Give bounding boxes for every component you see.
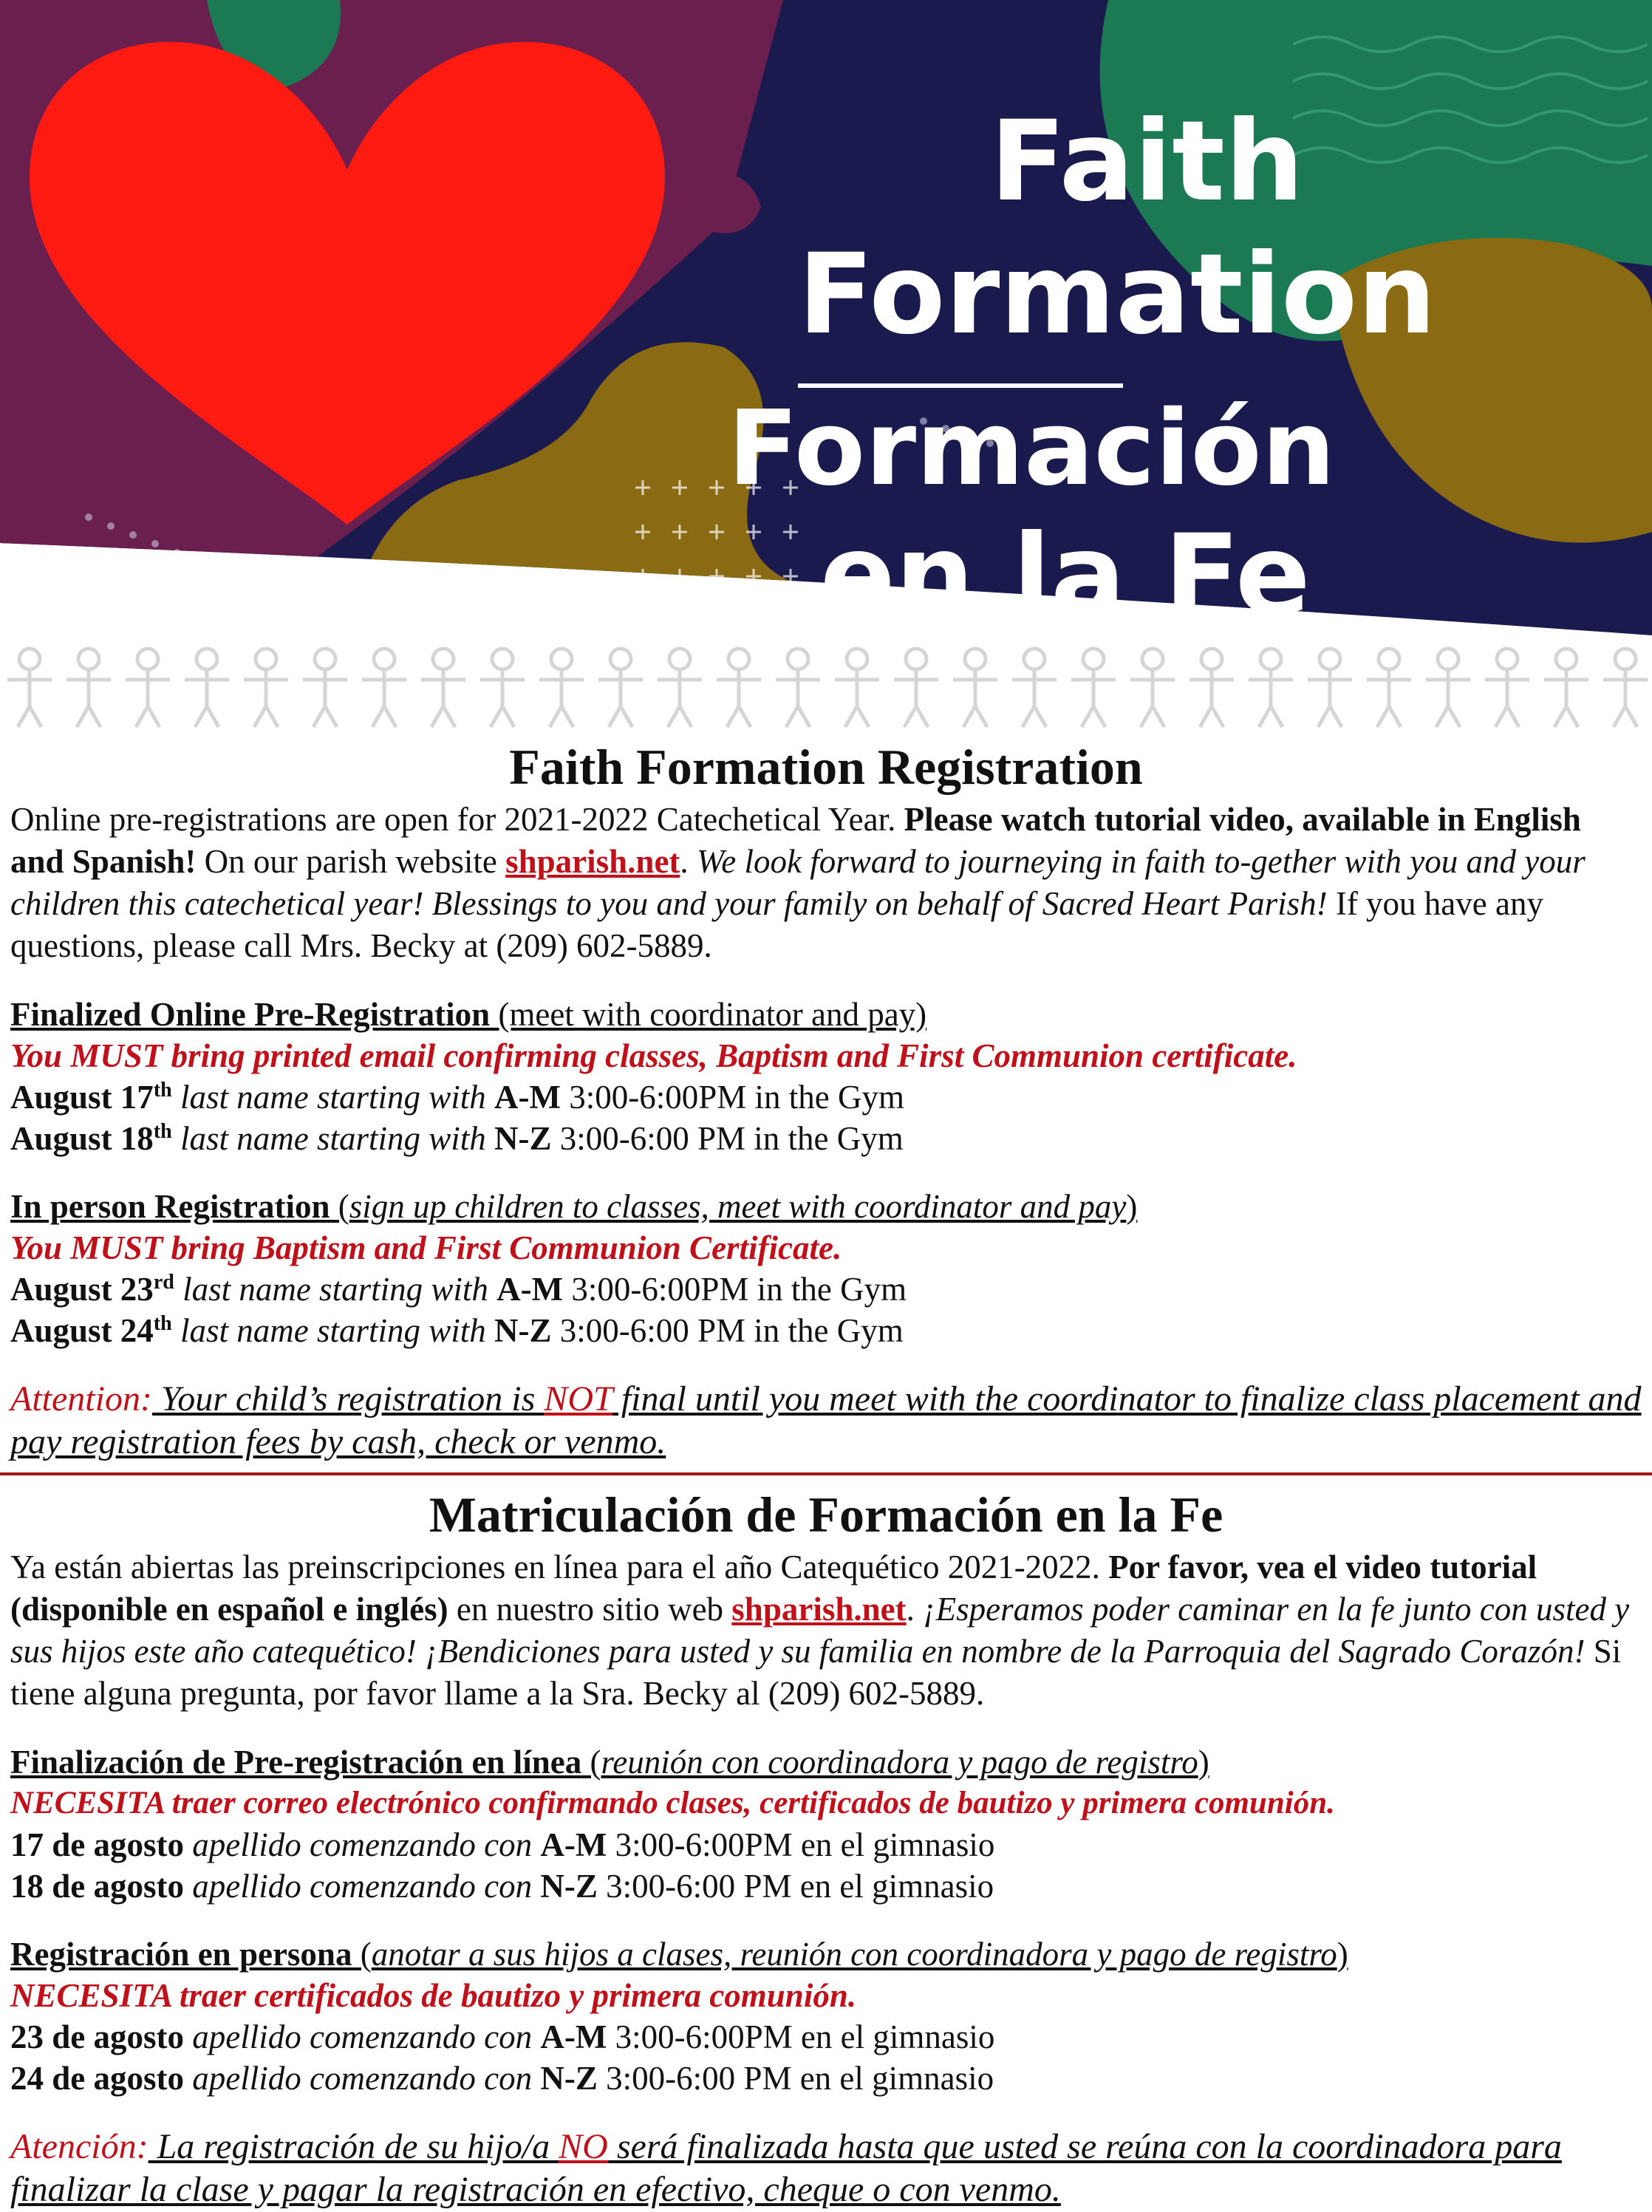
schedule-range: A-M (540, 2018, 607, 2055)
schedule-condition: apellido comenzando con (184, 2018, 541, 2055)
schedule-range: N-Z (494, 1312, 552, 1349)
schedule-time: 3:00-6:00PM in the Gym (563, 1271, 907, 1308)
attention-text: La registración de su hijo/a (148, 2127, 559, 2166)
section-note: reunión con coordinadora y pago de registro (601, 1744, 1198, 1781)
schedule-range: A-M (540, 1826, 607, 1863)
section-note: (meet with coordinator and pay) (490, 996, 927, 1033)
schedule-condition: last name starting with (171, 1120, 495, 1157)
schedule-row (10, 1310, 1642, 1351)
date-suffix: th (153, 1120, 172, 1143)
section-note: ( (581, 1744, 601, 1781)
schedule-row (10, 2016, 1642, 2058)
intro-text: If you have any questions, please call Mrs. Becky at (209) 602-5889. (10, 885, 1543, 964)
finalized-requirement: You MUST bring printed email confirming classes, Baptism and First Communion certificate. (10, 1037, 1297, 1074)
schedule-date: August 24 (10, 1312, 154, 1349)
schedule-time: 3:00-6:00PM en el gimnasio (607, 1826, 995, 1863)
section-note: ) (1126, 1188, 1138, 1225)
section-heading: Finalized Online Pre-Registration (10, 996, 491, 1033)
spanish-attention (10, 2126, 1642, 2211)
schedule-time: 3:00-6:00 PM en el gimnasio (597, 1868, 994, 1905)
intro-italic-text: ¡Esperamos poder caminar en la fe junto con usted y sus hijos este año catequético! ¡Bendiciones para usted y su familia en nombre de la Parroquia del Sagrado Corazón! (10, 1591, 1630, 1670)
schedule-condition: apellido comenzando con (184, 2060, 541, 2097)
attention-text: será finalizada hasta que usted se reúna con la coordinadora para finalizar la clase y pagar la registración en efectivo, cheque o con venmo. (10, 2127, 1562, 2209)
banner-graphic (0, 0, 1652, 728)
intro-text: Si tiene alguna pregunta, por favor llame a la Sra. Becky al (209) 602-5889. (10, 1633, 1622, 1712)
intro-text: Online pre-registrations are open for 2021-2022 Catechetical Year. (10, 801, 904, 838)
attention-emphasis: NOT (544, 1379, 612, 1419)
schedule-row (10, 1118, 1642, 1159)
schedule-range: A-M (494, 1079, 561, 1116)
spanish-intro (10, 1546, 1642, 1715)
attention-label: Atención: (10, 2127, 149, 2166)
schedule-condition: last name starting with (174, 1271, 497, 1308)
intro-text: Ya están abiertas las preinscripciones en línea para el año Catequético 2021-2022. (10, 1549, 1109, 1585)
section-heading: Registración en persona (10, 1936, 352, 1973)
schedule-date: 17 de agosto (10, 1826, 184, 1863)
schedule-condition: apellido comenzando con (184, 1826, 541, 1863)
date-suffix: th (153, 1079, 172, 1102)
finalized-heading (10, 1741, 1642, 1783)
attention-text: Your child’s registration is (151, 1379, 545, 1419)
inperson-requirement: NECESITA traer certificados de bautizo y primera comunión. (10, 1977, 857, 2014)
section-divider (0, 1472, 1652, 1475)
section-note: sign up children to classes, meet with coordinator and pay (349, 1188, 1127, 1225)
banner-title-line-1: Faith (990, 98, 1304, 226)
schedule-row (10, 1824, 1642, 1865)
finalized-heading (10, 994, 1642, 1035)
section-note: anotar a sus hijos a clases, reunión con coordinadora y pago de registro (371, 1936, 1337, 1973)
schedule-range: A-M (496, 1271, 564, 1308)
attention-text: final until you meet with the coordinator to finalize class placement and pay registration fees by cash, check or venmo. (10, 1379, 1642, 1461)
section-note: ) (1198, 1744, 1209, 1781)
intro-bold-text: Please watch tutorial video, available in English and Spanish! (10, 801, 1581, 880)
schedule-date: 24 de agosto (10, 2060, 184, 2097)
schedule-date: 18 de agosto (10, 1868, 184, 1905)
schedule-date: August 23 (10, 1271, 154, 1308)
parish-website-link[interactable]: shparish.net (505, 843, 680, 880)
intro-text: . (680, 843, 697, 880)
schedule-row (10, 1865, 1642, 1907)
banner-title-line-2: Formation (798, 231, 1436, 359)
inperson-heading (10, 1186, 1642, 1227)
intro-text: . (906, 1591, 924, 1628)
finalized-requirement: NECESITA traer correo electrónico confirmando clases, certificados de bautizo y primera comunión. (10, 1786, 1335, 1820)
parish-website-link[interactable]: shparish.net (731, 1591, 907, 1628)
date-suffix: rd (153, 1271, 174, 1294)
schedule-condition: apellido comenzando con (184, 1868, 541, 1905)
attention-emphasis: NO (559, 2127, 608, 2166)
inperson-requirement: You MUST bring Baptism and First Communion Certificate. (10, 1229, 842, 1266)
schedule-time: 3:00-6:00 PM en el gimnasio (597, 2060, 994, 2097)
intro-text: On our parish website (196, 843, 506, 880)
section-heading: In person Registration (10, 1188, 330, 1225)
schedule-time: 3:00-6:00PM en el gimnasio (607, 2018, 995, 2055)
inperson-heading (10, 1933, 1642, 1975)
schedule-time: 3:00-6:00 PM in the Gym (551, 1312, 904, 1349)
section-note: ) (1337, 1936, 1348, 1973)
schedule-condition: last name starting with (171, 1312, 495, 1349)
schedule-range: N-Z (540, 2060, 598, 2097)
schedule-row (10, 1076, 1642, 1118)
attention-label: Attention: (10, 1379, 152, 1419)
children-chain-icon (7, 649, 1648, 727)
intro-italic-text: We look forward to journeying in faith to-gether with you and your children this catechetical year! Blessings to you and your family on behalf of Sacred Heart Parish! (10, 843, 1586, 922)
schedule-condition: last name starting with (171, 1079, 495, 1116)
intro-text: en nuestro sitio web (448, 1591, 732, 1628)
schedule-row (10, 1269, 1642, 1310)
english-attention (10, 1378, 1642, 1464)
schedule-row (10, 2058, 1642, 2099)
schedule-date: 23 de agosto (10, 2018, 184, 2055)
schedule-date: August 17 (10, 1079, 154, 1116)
intro-bold-text: Por favor, vea el video tutorial (disponible en español e inglés) (10, 1549, 1537, 1628)
schedule-time: 3:00-6:00 PM in the Gym (551, 1120, 904, 1157)
schedule-range: N-Z (494, 1120, 552, 1157)
english-intro (10, 799, 1642, 967)
schedule-date: August 18 (10, 1120, 154, 1157)
section-heading: Finalización de Pre-registración en línea (10, 1744, 582, 1781)
date-suffix: th (153, 1312, 172, 1335)
banner-title-line-3: Formación (728, 389, 1336, 509)
spanish-title: Matriculación de Formación en la Fe (429, 1486, 1223, 1543)
schedule-range: N-Z (540, 1868, 598, 1905)
section-note: ( (352, 1936, 372, 1973)
banner-title-line-4: en la Fe (820, 511, 1311, 640)
section-note: ( (330, 1188, 349, 1225)
english-title: Faith Formation Registration (509, 739, 1143, 795)
schedule-time: 3:00-6:00PM in the Gym (560, 1079, 904, 1116)
